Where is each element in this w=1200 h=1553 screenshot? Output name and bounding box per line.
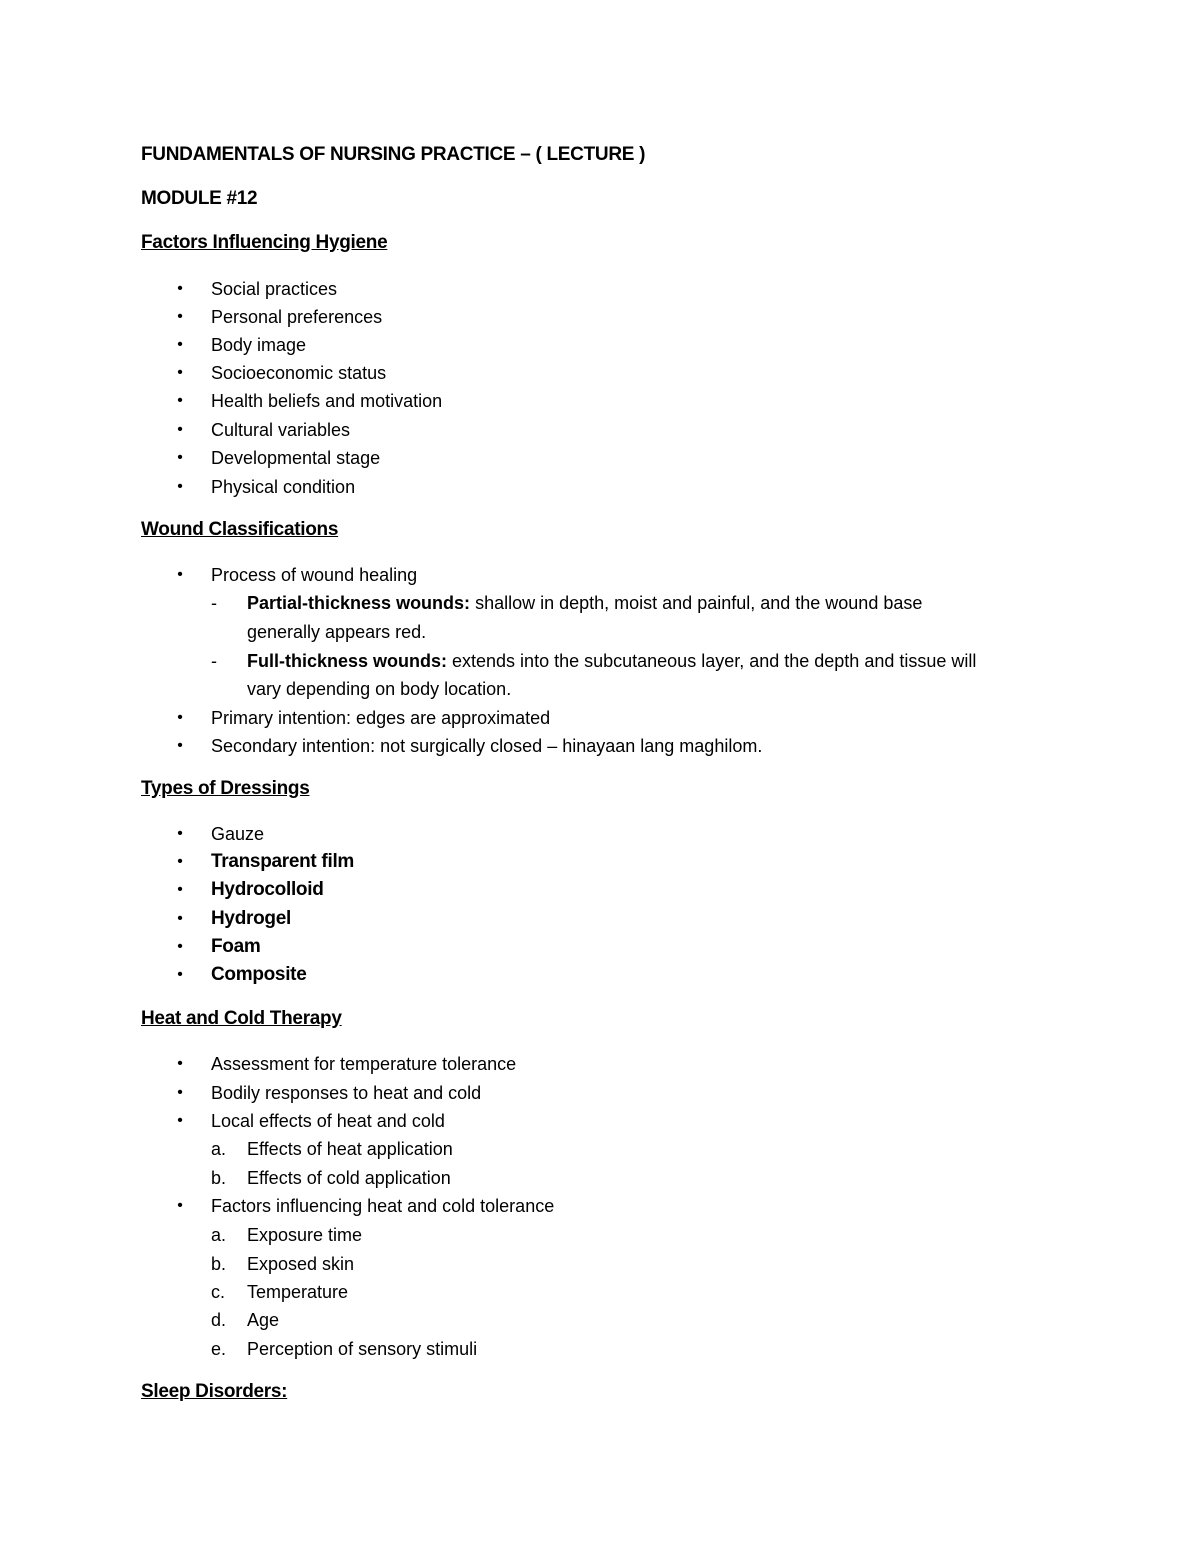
- bullet-icon: •: [177, 1197, 183, 1214]
- bullet-icon: •: [177, 853, 183, 870]
- list-item: Process of wound healing: [211, 565, 418, 585]
- section-heading-hygiene: Factors Influencing Hygiene: [141, 232, 388, 253]
- bullet-icon: •: [177, 825, 183, 842]
- section-heading-wound: Wound Classifications: [141, 519, 339, 540]
- sub-item-label: c.: [211, 1282, 226, 1302]
- section-heading-dressings: Types of Dressings: [141, 778, 310, 799]
- bullet-icon: •: [177, 449, 183, 466]
- term-partial-thickness: Partial-thickness wounds:: [247, 593, 471, 613]
- list-item: Cultural variables: [211, 420, 351, 440]
- sub-item-label: b.: [211, 1254, 227, 1274]
- bullet-icon: •: [177, 881, 183, 898]
- list-item: Health beliefs and motivation: [211, 391, 443, 411]
- bullet-icon: •: [177, 280, 183, 297]
- bullet-icon: •: [177, 709, 183, 726]
- dash-icon: -: [211, 651, 217, 671]
- sub-item: Exposure time: [247, 1225, 363, 1245]
- list-item: Developmental stage: [211, 448, 381, 468]
- term-full-thickness: Full-thickness wounds:: [247, 651, 448, 671]
- list-item: Socioeconomic status: [211, 363, 387, 383]
- list-item: Body image: [211, 335, 307, 355]
- document-title: FUNDAMENTALS OF NURSING PRACTICE – ( LECTURE ): [141, 144, 646, 165]
- dash-icon: -: [211, 593, 217, 613]
- list-item: Gauze: [211, 824, 265, 844]
- module-number: MODULE #12: [141, 188, 258, 209]
- bullet-icon: •: [177, 1084, 183, 1101]
- definition-text: shallow in depth, moist and painful, and the wound base: [470, 593, 923, 613]
- bullet-icon: •: [177, 910, 183, 927]
- sub-item-label: a.: [211, 1139, 227, 1159]
- sub-item: Perception of sensory stimuli: [247, 1339, 478, 1359]
- sub-item: Temperature: [247, 1282, 349, 1302]
- bullet-icon: •: [177, 966, 183, 983]
- list-item: Local effects of heat and cold: [211, 1111, 445, 1131]
- list-item: Social practices: [211, 279, 338, 299]
- sub-item: Age: [247, 1310, 280, 1330]
- list-item: Composite: [211, 964, 307, 985]
- sub-item-continuation: vary depending on body location.: [247, 679, 512, 699]
- bullet-icon: •: [177, 478, 183, 495]
- section-heading-therapy: Heat and Cold Therapy: [141, 1008, 342, 1029]
- sub-item-label: b.: [211, 1168, 227, 1188]
- bullet-icon: •: [177, 336, 183, 353]
- sub-item: Effects of cold application: [247, 1168, 451, 1188]
- list-item: Factors influencing heat and cold tolerance: [211, 1196, 555, 1216]
- definition-text: extends into the subcutaneous layer, and the depth and tissue will: [447, 651, 977, 671]
- sub-item-label: d.: [211, 1310, 227, 1330]
- sub-item: Exposed skin: [247, 1254, 355, 1274]
- list-item: Foam: [211, 936, 261, 957]
- sub-item-partial: [247, 591, 922, 615]
- sub-item-full: [247, 649, 976, 673]
- list-item: Secondary intention: not surgically closed – hinayaan lang maghilom.: [211, 736, 763, 756]
- bullet-icon: •: [177, 566, 183, 583]
- list-item: Primary intention: edges are approximated: [211, 708, 551, 728]
- section-heading-sleep: Sleep Disorders:: [141, 1381, 288, 1402]
- sub-item: Effects of heat application: [247, 1139, 453, 1159]
- sub-item-continuation: generally appears red.: [247, 622, 427, 642]
- bullet-icon: •: [177, 1055, 183, 1072]
- sub-item-label: e.: [211, 1339, 227, 1359]
- bullet-icon: •: [177, 1112, 183, 1129]
- bullet-icon: •: [177, 421, 183, 438]
- bullet-icon: •: [177, 938, 183, 955]
- bullet-icon: •: [177, 737, 183, 754]
- list-item: Transparent film: [211, 851, 355, 872]
- list-item: Bodily responses to heat and cold: [211, 1083, 482, 1103]
- list-item: Personal preferences: [211, 307, 383, 327]
- bullet-icon: •: [177, 364, 183, 381]
- list-item: Hydrogel: [211, 908, 291, 929]
- bullet-icon: •: [177, 308, 183, 325]
- list-item: Hydrocolloid: [211, 879, 324, 900]
- list-item: Physical condition: [211, 477, 356, 497]
- sub-item-label: a.: [211, 1225, 227, 1245]
- list-item: Assessment for temperature tolerance: [211, 1054, 517, 1074]
- bullet-icon: •: [177, 392, 183, 409]
